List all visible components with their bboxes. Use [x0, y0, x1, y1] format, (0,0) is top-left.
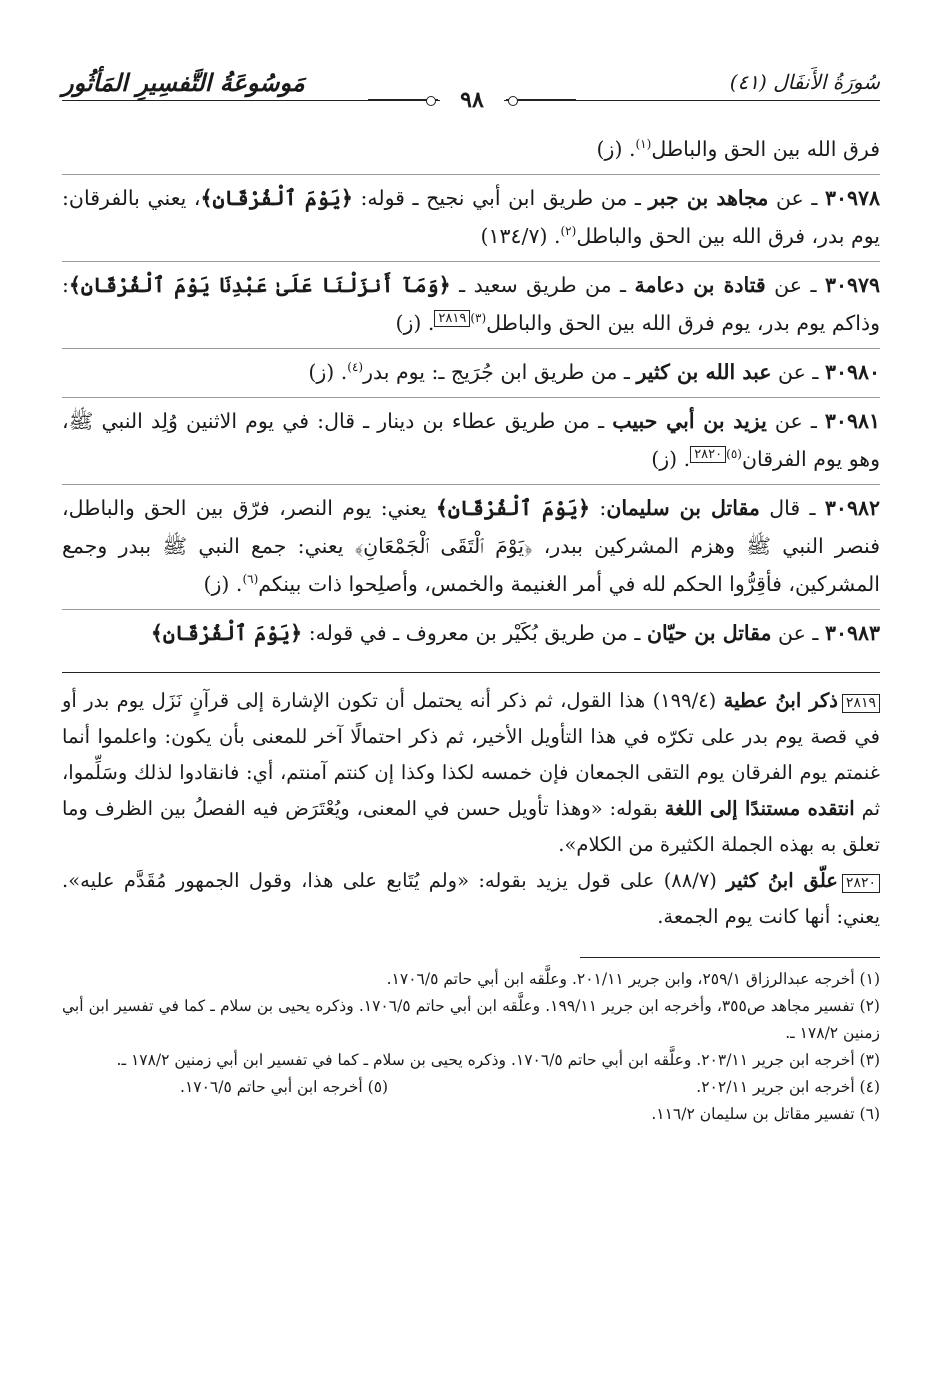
narrator-name: قتادة بن دعامة	[634, 273, 766, 297]
narration-intro: ـ عن	[768, 186, 825, 210]
narration-item	[62, 175, 880, 262]
narration-item	[62, 262, 880, 349]
narrator-name: مجاهد بن جبر	[648, 186, 769, 210]
narrator-name: مقاتل بن حيّان	[646, 621, 772, 645]
footnote: (٥) أخرجه ابن أبي حاتم ١٧٠٦/٥.	[180, 1078, 389, 1096]
page-number: ٩٨	[440, 88, 504, 112]
narration-number: ٣٠٩٧٩	[824, 273, 881, 297]
source-tag: . (ز)	[395, 311, 435, 335]
commentary-separator	[62, 672, 880, 673]
commentary-ref-box: ٢٨٢٠	[690, 446, 726, 463]
surah-title: سُورَةُ الأَنفَال (٤١)	[729, 70, 880, 94]
narration-number: ٣٠٩٨٣	[824, 621, 880, 645]
source-tag: . (١٣٤/٧)	[480, 224, 561, 248]
scholar-name: علّق ابنُ كثير	[726, 869, 838, 892]
footnote: (٦) تفسير مقاتل بن سليمان ١١٦/٢.	[651, 1105, 880, 1123]
volume-ref: (١٩٩/٤)	[652, 689, 724, 712]
isnad-chain: ـ من طريق ابن أبي نجيح ـ قوله:	[352, 186, 649, 210]
narration-item	[62, 398, 880, 485]
narration-number: ٣٠٩٨٢	[824, 496, 880, 520]
narration-text: فرق الله بين الحق والباطل	[651, 137, 880, 161]
page	[62, 60, 880, 1360]
commentary-item	[62, 683, 880, 863]
commentary-ref-box: ٢٨١٩	[434, 310, 470, 327]
narration-number: ٣٠٩٨١	[824, 409, 880, 433]
quran-quote: ﴿يَوْمَ ٱلْفُرْقَانِ﴾	[435, 496, 591, 520]
commentary-text: على قول يزيد بقوله: «ولم يُتَابع على هذا، وقول الجمهور مُقَدَّم عليه». يعني: أنها كانت يوم الجمعة.	[62, 869, 880, 928]
narration-intro: ـ عن	[766, 409, 825, 433]
narration-intro: ـ عن	[771, 621, 825, 645]
quran-quote: ﴿يَوْمَ ٱلْفُرْقَانِ﴾	[200, 186, 353, 210]
footnote-marker: (٤)	[347, 360, 364, 375]
commentary-item	[62, 863, 880, 935]
narration-intro: ـ قال	[759, 496, 825, 520]
narrations	[62, 126, 880, 658]
narration-number: ٣٠٩٨٠	[824, 360, 880, 384]
narrator-name: مقاتل بن سليمان	[606, 496, 760, 520]
ornament-left-icon	[368, 96, 438, 104]
commentary-text: هذا القول، ثم ذكر أنه يحتمل أن تكون الإشارة إلى قرآنٍ نَزَل يوم بدر أو في قصة يوم بدر على تكرّه في هذا التأويل الأخير، ثم ذكر احتمالًا آخر للمعنى بأن يكون: واعلموا أنما غنمتم يوم الفرقان يوم التقى الجمعان فإن خمسه لكذا وكذا إن كنتم آمنتم، أي: فانقادوا لذلك وسَلِّموا، ثم	[62, 689, 881, 820]
narration-item	[62, 485, 880, 610]
narration-text: : وذاكم يوم بدر، يوم فرق الله بين الحق والباطل	[62, 273, 880, 335]
footnote: (٢) تفسير مجاهد ص٣٥٥، وأخرجه ابن جرير ١٩٩/١١. وعلَّقه ابن أبي حاتم ١٧٠٦/٥. وذكره يحيى بن سلام ـ كما في تفسير ابن أبي زمنين ١٧٨/٢ ـ.	[62, 997, 880, 1042]
commentary-section	[62, 683, 880, 935]
footnote-marker: (١)	[635, 137, 652, 152]
volume-ref: (٨٨/٧)	[663, 869, 727, 892]
commentary-number-box: ٢٨١٩	[842, 694, 880, 713]
narration-text: ـ من طريق عطاء بن دينار ـ قال: في يوم الاثنين وُلِد النبي ﷺ، وهو يوم الفرقان	[62, 409, 880, 471]
isnad-chain: ـ من طريق ابن جُرَيج ـ: يوم بدر	[363, 360, 637, 384]
footnote-marker: (٣)	[470, 311, 487, 326]
narration-number: ٣٠٩٧٨	[824, 186, 881, 210]
isnad-chain: ـ من طريق سعيد ـ	[450, 273, 635, 297]
source-tag: . (ز)	[596, 137, 636, 161]
footnote-marker: (٢)	[560, 224, 577, 239]
narration-text: ، يعني بالفرقان: يوم بدر، فرق الله بين الحق والباطل	[62, 186, 880, 248]
narration-intro: ـ عن	[765, 273, 825, 297]
quran-quote: ﴿يَوْمَ ٱلْفُرْقَانِ﴾	[150, 621, 303, 645]
source-tag: . (ز)	[651, 447, 691, 471]
ornament-right-icon	[506, 96, 576, 104]
narration-continuation	[62, 126, 880, 175]
scholar-name: ذكر ابنُ عطية	[723, 689, 838, 712]
narration-intro: ـ عن	[771, 360, 825, 384]
footnote-marker: (٥)	[726, 447, 742, 462]
source-tag: . (ز)	[308, 360, 348, 384]
quran-quote: ﴿وَمَآ أَنزَلْنَا عَلَىٰ عَبْدِنَا يَوْمَ ٱلْفُرْقَانِ﴾	[68, 273, 451, 297]
commentary-text: بقوله: «وهذا تأويل حسن في المعنى، ويُعْتَرَض فيه الفصلُ بين الظرف وما تعلق به بهذه الجملة الكثيرة من الكلام».	[62, 797, 880, 856]
commentary-emphasis: انتقده مستندًا إلى اللغة	[664, 797, 855, 820]
footnote: (١) أخرجه عبدالرزاق ٢٥٩/١، وابن جرير ٢٠١/١١. وعلَّقه ابن أبي حاتم ١٧٠٦/٥.	[386, 970, 880, 988]
narrator-name: يزيد بن أبي حبيب	[612, 409, 767, 433]
book-title: مَوسُوعَةُ التَّفسِيرِ المَأثُور	[62, 68, 305, 97]
narration-item	[62, 610, 880, 658]
commentary-number-box: ٢٨٢٠	[842, 874, 880, 893]
source-tag: . (ز)	[203, 572, 243, 596]
narration-text: يعني: يوم النصر، فرّق بين الحق والباطل، فنصر النبي ﷺ وهزم المشركين ببدر، ﴿يَوْمَ ٱلْتَقَى ٱلْجَمْعَانِ﴾ يعني: جمع النبي ﷺ ببدر وجمع المشركين، فأقِرُّوا الحكم لله في أمر الغنيمة والخمس، وأصلِحوا ذات بينكم	[62, 496, 880, 596]
footnote: (٣) أخرجه ابن جرير ٢٠٣/١١. وعلَّقه ابن أبي حاتم ١٧٠٦/٥. وذكره يحيى بن سلام ـ كما في تفسير ابن أبي زمنين ١٧٨/٢ ـ.	[116, 1051, 880, 1069]
footnote-rule	[580, 957, 880, 958]
narration-item	[62, 349, 880, 398]
footnote-pair	[180, 1074, 880, 1101]
isnad-chain: ـ من طريق بُكَيْر بن معروف ـ في قوله:	[302, 621, 647, 645]
footnote: (٤) أخرجه ابن جرير ٢٠٢/١١.	[696, 1078, 880, 1096]
narrator-name: عبد الله بن كثير	[636, 360, 772, 384]
footnote-marker: (٦)	[242, 572, 259, 587]
isnad-chain: :	[590, 496, 607, 520]
page-header	[62, 60, 880, 126]
footnotes	[62, 966, 880, 1128]
